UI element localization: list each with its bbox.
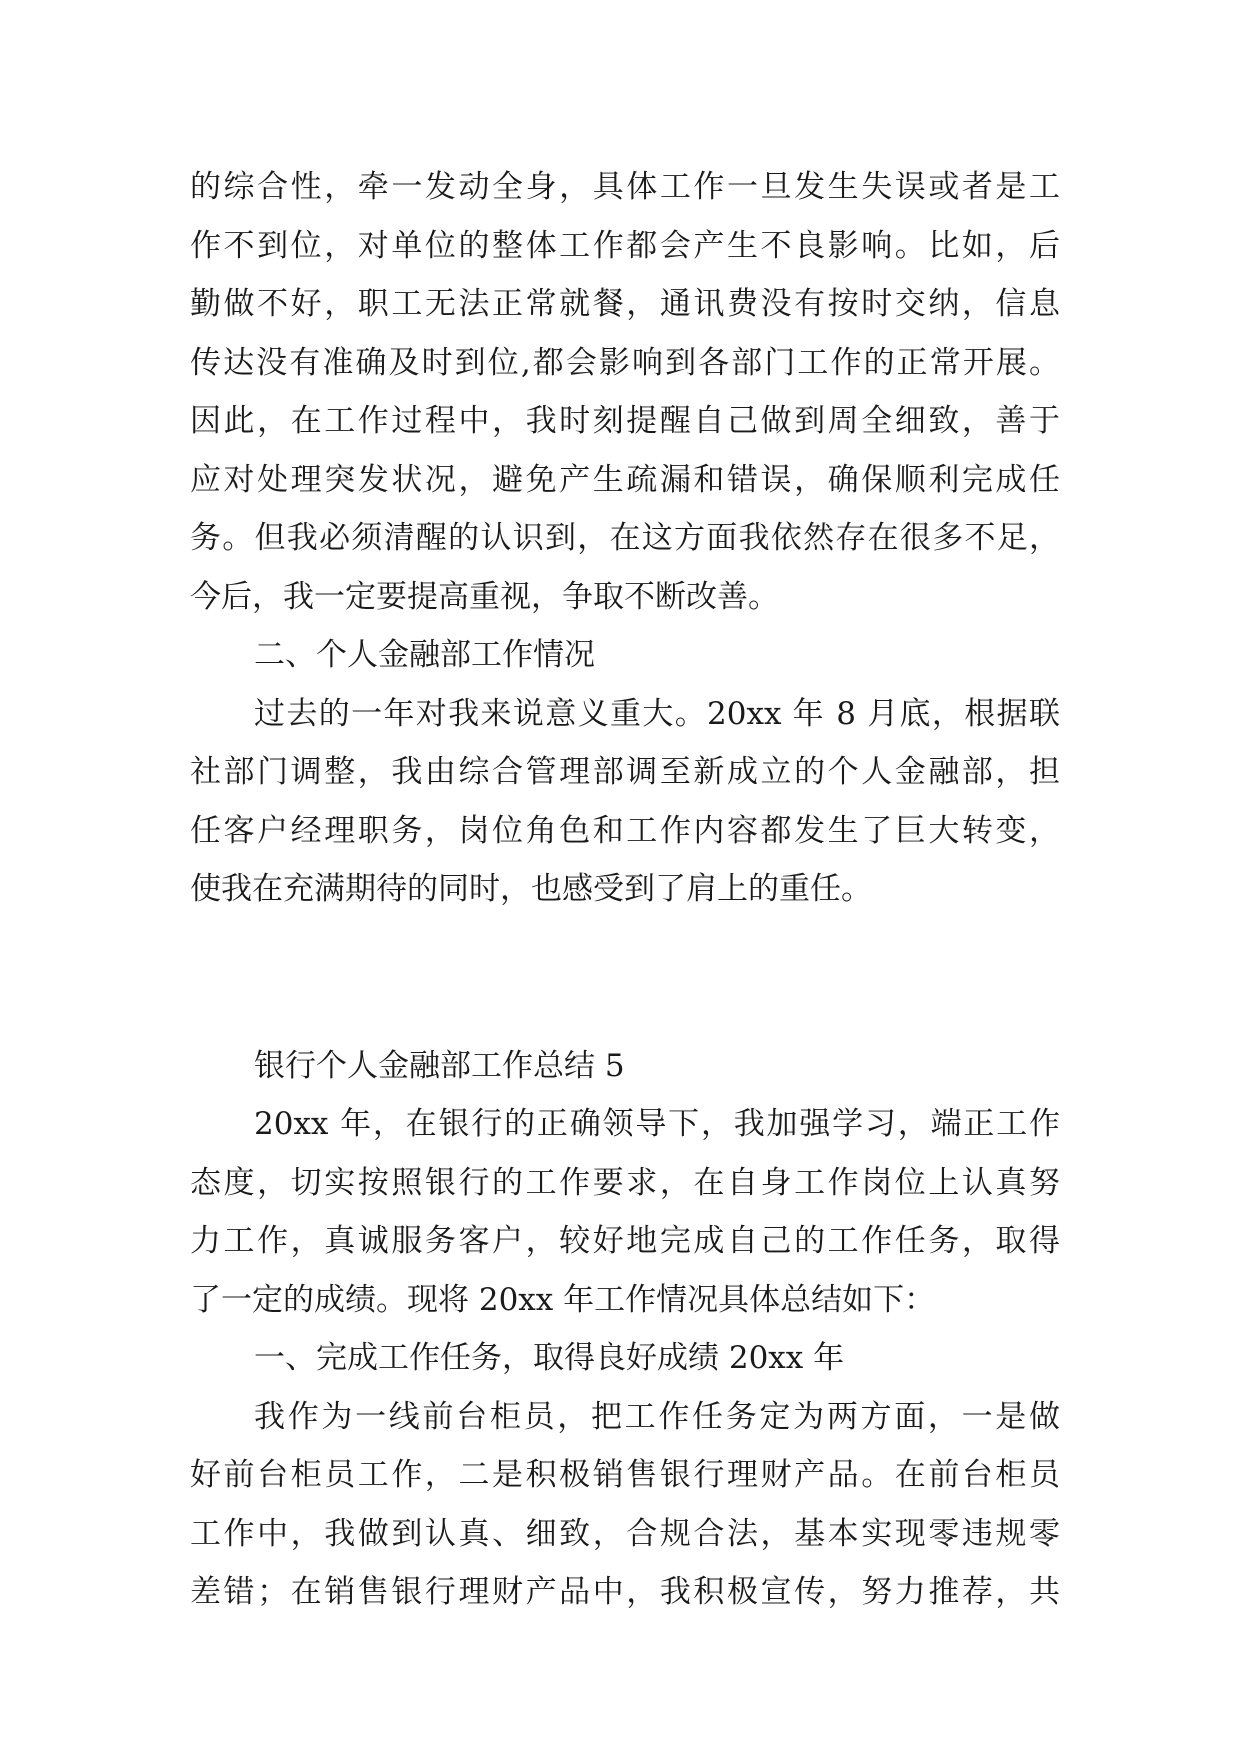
document-title: 银行个人金融部工作总结 5 [254,1047,625,1084]
body-text-line: 好前台柜员工作，二是积极销售银行理财产品。在前台柜员 [190,1457,1060,1493]
body-text-line: 力工作，真诚服务客户，较好地完成自己的工作任务，取得 [190,1223,1060,1259]
section-heading: 二、个人金融部工作情况 [254,637,595,673]
body-text-line: 社部门调整，我由综合管理部调至新成立的个人金融部，担 [190,754,1060,790]
body-text-line: 任客户经理职务，岗位角色和工作内容都发生了巨大转变， [190,812,1060,849]
body-text-line: 我作为一线前台柜员，把工作任务定为两方面，一是做 [254,1398,1060,1435]
body-text-line: 作不到位，对单位的整体工作都会产生不良影响。比如，后 [190,227,1060,264]
body-text-line: 态度，切实按照银行的工作要求，在自身工作岗位上认真努 [190,1164,1060,1201]
body-text-line: 因此，在工作过程中，我时刻提醒自己做到周全细致，善于 [190,403,1060,439]
paragraph-gap [190,919,1060,1037]
body-text-line: 勤做不好，职工无法正常就餐，通讯费没有按时交纳，信息 [190,286,1060,322]
body-text-line: 差错；在销售银行理财产品中，我积极宣传，努力推荐，共 [190,1574,1060,1610]
body-text-line: 工作中，我做到认真、细致，合规合法，基本实现零违规零 [190,1515,1060,1552]
section-heading: 一、完成工作任务，取得良好成绩 20xx 年 [254,1340,845,1376]
body-text-line: 的综合性，牵一发动全身，具体工作一旦发生失误或者是工 [190,169,1060,205]
document-page [190,158,1060,1622]
body-text-line: 过去的一年对我来说意义重大。20xx 年 8 月底，根据联 [254,695,1060,732]
body-text-line: 了一定的成绩。现将 20xx 年工作情况具体总结如下： [190,1281,936,1318]
body-text-line: 今后，我一定要提高重视，争取不断改善。 [190,578,779,615]
body-text-line: 务。但我必须清醒的认识到，在这方面我依然存在很多不足， [190,520,1060,556]
body-text-line: 应对处理突发状况，避免产生疏漏和错误，确保顺利完成任 [190,461,1060,498]
body-text-line: 20xx 年，在银行的正确领导下，我加强学习，端正工作 [254,1106,1060,1142]
body-text-line: 使我在充满期待的同时，也感受到了肩上的重任。 [190,871,872,907]
body-text-line: 传达没有准确及时到位,都会影响到各部门工作的正常开展。 [190,344,1060,381]
